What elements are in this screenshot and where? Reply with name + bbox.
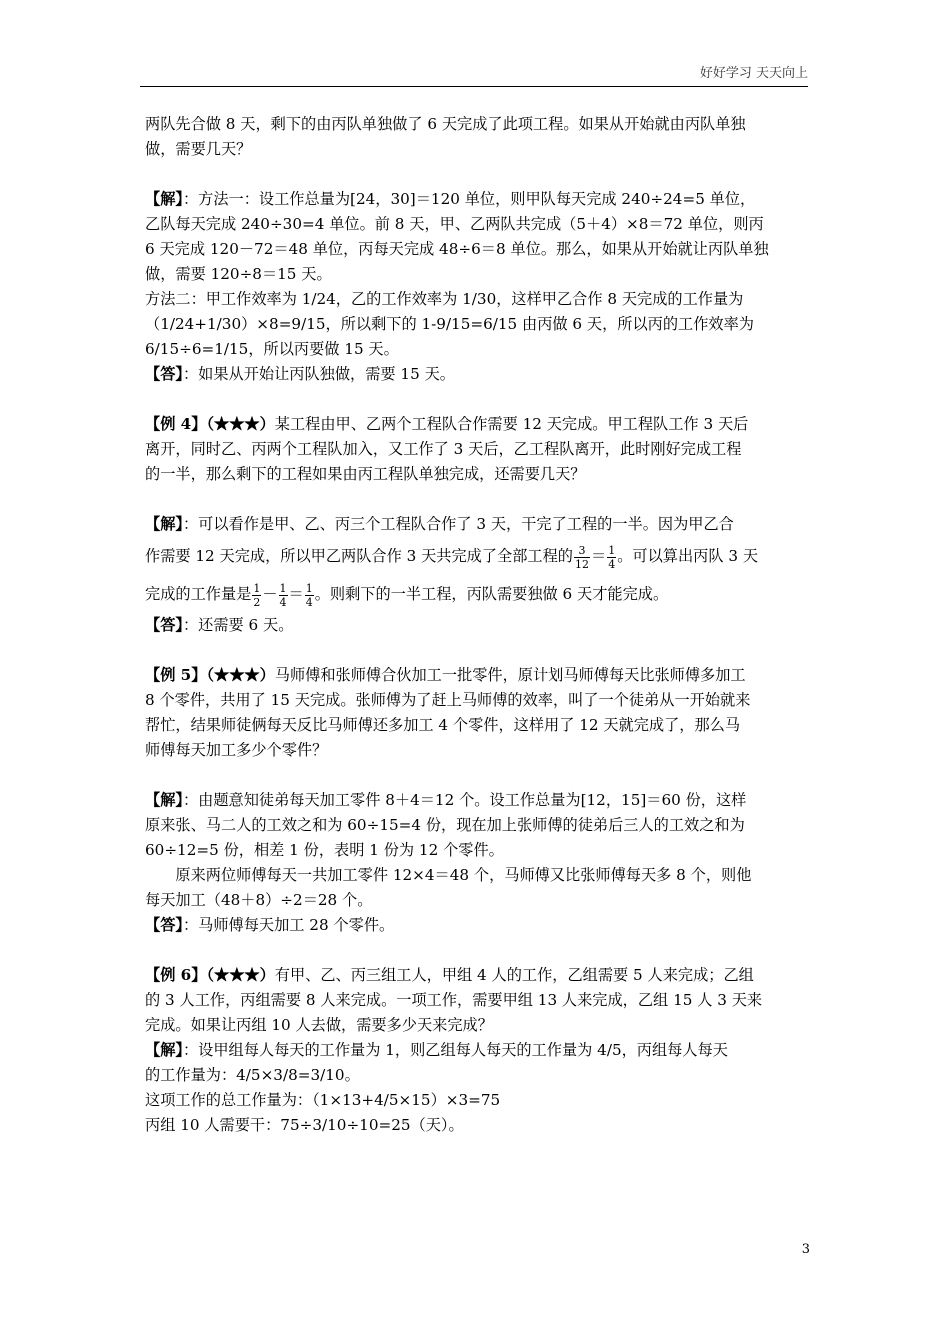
answer-line: 【答】：马师傅每天加工 28 个零件。 bbox=[145, 916, 395, 934]
text-line: 原来张、马二人的工效之和为 60÷15=4 份，现在加上张师傅的徒弟后三人的工效之和为 bbox=[145, 816, 745, 834]
text-line: 60÷12=5 份，相差 1 份，表明 1 份为 12 个零件。 bbox=[145, 841, 504, 859]
difficulty-stars: （★★★） bbox=[206, 966, 275, 984]
page-number: 3 bbox=[801, 1242, 810, 1257]
text-line: 6 天完成 120－72＝48 单位，丙每天完成 48÷6＝8 单位。那么，如果从开始就让丙队单独 bbox=[145, 240, 769, 258]
example-label: 【例 6】 bbox=[145, 966, 207, 984]
text-line: 帮忙，结果师徒俩每天反比马师傅还多加工 4 个零件，这样用了 12 天就完成了，那么马 bbox=[145, 716, 741, 734]
example-line: 【例 5】（★★★）马师傅和张师傅合伙加工一批零件，原计划马师傅每天比张师傅多加工 bbox=[145, 666, 746, 684]
answer-label: 【答】 bbox=[145, 365, 183, 383]
text-line: 的一半，那么剩下的工程如果由丙工程队单独完成，还需要几天？ bbox=[145, 465, 586, 483]
solution-line: 【解】：可以看作是甲、乙、丙三个工程队合作了 3 天，干完了工程的一半。因为甲乙合 bbox=[145, 515, 734, 533]
answer-line: 【答】：还需要 6 天。 bbox=[145, 616, 294, 634]
solution-line: 【解】：由题意知徒弟每天加工零件 8＋4＝12 个。设工作总量为[12，15]＝60 份，这样 bbox=[145, 791, 747, 809]
text-line: 两队先合做 8 天，剩下的由丙队单独做了 6 天完成了此项工程。如果从开始就由丙队单独 bbox=[145, 115, 746, 133]
answer-label: 【答】 bbox=[145, 616, 183, 634]
page-header: 好好学习 天天向上 bbox=[699, 66, 808, 81]
example-line: 【例 6】（★★★）有甲、乙、丙三组工人，甲组 4 人的工作，乙组需要 5 人来完成；乙组 bbox=[145, 966, 754, 984]
answer-line: 【答】：如果从开始让丙队独做，需要 15 天。 bbox=[145, 365, 455, 383]
text-line: 丙组 10 人需要干：75÷3/10÷10=25（天）。 bbox=[145, 1116, 464, 1134]
fraction: $\frac{3}{12}$ bbox=[575, 543, 589, 571]
text-line: 8 个零件，共用了 15 天完成。张师傅为了赶上马师傅的效率，叫了一个徒弟从一开始就来 bbox=[145, 691, 751, 709]
solution-label: 【解】 bbox=[145, 791, 183, 809]
document-body bbox=[145, 112, 810, 1138]
text-line: 师傅每天加工多少个零件？ bbox=[145, 741, 328, 759]
difficulty-stars: （★★★） bbox=[206, 415, 275, 433]
answer-label: 【答】 bbox=[145, 916, 183, 934]
solution-label: 【解】 bbox=[145, 515, 183, 533]
difficulty-stars: （★★★） bbox=[206, 666, 275, 684]
example-line: 【例 4】（★★★）某工程由甲、乙两个工程队合作需要 12 天完成。甲工程队工作 3 天后 bbox=[145, 415, 749, 433]
fraction: $\frac{1}{4}$ bbox=[608, 543, 616, 571]
text-line: 方法二：甲工作效率为 1/24，乙的工作效率为 1/30，这样甲乙合作 8 天完成的工作量为 bbox=[145, 290, 744, 308]
text-line: 原来两位师傅每天一共加工零件 12×4＝48 个，马师傅又比张师傅每天多 8 个，则他 bbox=[175, 866, 752, 884]
example-label: 【例 5】 bbox=[145, 666, 207, 684]
text-line: 完成。如果让丙组 10 人去做，需要多少天来完成？ bbox=[145, 1016, 493, 1034]
text-line: 这项工作的总工作量为：（1×13+4/5×15）×3=75 bbox=[145, 1091, 501, 1109]
text-line: 的 3 人工作，丙组需要 8 人来完成。一项工作，需要甲组 13 人来完成，乙组 15 人 3 天来 bbox=[145, 991, 763, 1009]
solution-label: 【解】 bbox=[145, 1041, 183, 1059]
example-label: 【例 4】 bbox=[145, 415, 207, 433]
text-line: 离开，同时乙、丙两个工程队加入，又工作了 3 天后，乙工程队离开，此时刚好完成工程 bbox=[145, 440, 742, 458]
fraction: $\frac{1}{2}$ bbox=[253, 581, 261, 609]
text-line: 乙队每天完成 240÷30=4 单位。前 8 天，甲、乙两队共完成（5＋4）×8＝72 单位，则丙 bbox=[145, 215, 764, 233]
text-line-with-fraction: 完成的工作量是 $\frac{1}{2}$ － $\frac{1}{4}$ ＝ $\frac{1}{4}$ 。则剩下的一半工程，丙队需要独做 6 天才能完成。 bbox=[145, 581, 669, 609]
text-line-with-fraction: 作需要 12 天完成，所以甲乙两队合作 3 天共完成了全部工程的 $\frac{3}{12}$ ＝ $\frac{1}{4}$ 。可以算出丙队 3 天 bbox=[145, 543, 759, 571]
fraction: $\frac{1}{4}$ bbox=[305, 581, 313, 609]
solution-line: 【解】：方法一：设工作总量为[24，30]＝120 单位，则甲队每天完成 240÷24=5 单位， bbox=[145, 190, 756, 208]
solution-line: 【解】：设甲组每人每天的工作量为 1，则乙组每人每天的工作量为 4/5，丙组每人每天 bbox=[145, 1041, 728, 1059]
text-line: 的工作量为：4/5×3/8=3/10。 bbox=[145, 1066, 360, 1084]
text-line: （1/24+1/30）×8=9/15，所以剩下的 1-9/15=6/15 由丙做 6 天，所以丙的工作效率为 bbox=[145, 315, 754, 333]
text-line: 做，需要 120÷8＝15 天。 bbox=[145, 265, 332, 283]
text-line: 6/15÷6=1/15，所以丙要做 15 天。 bbox=[145, 340, 399, 358]
text-line: 每天加工（48＋8）÷2＝28 个。 bbox=[145, 891, 373, 909]
header-divider bbox=[140, 86, 808, 87]
fraction: $\frac{1}{4}$ bbox=[279, 581, 287, 609]
solution-label: 【解】 bbox=[145, 190, 183, 208]
text-line: 做，需要几天？ bbox=[145, 140, 252, 158]
